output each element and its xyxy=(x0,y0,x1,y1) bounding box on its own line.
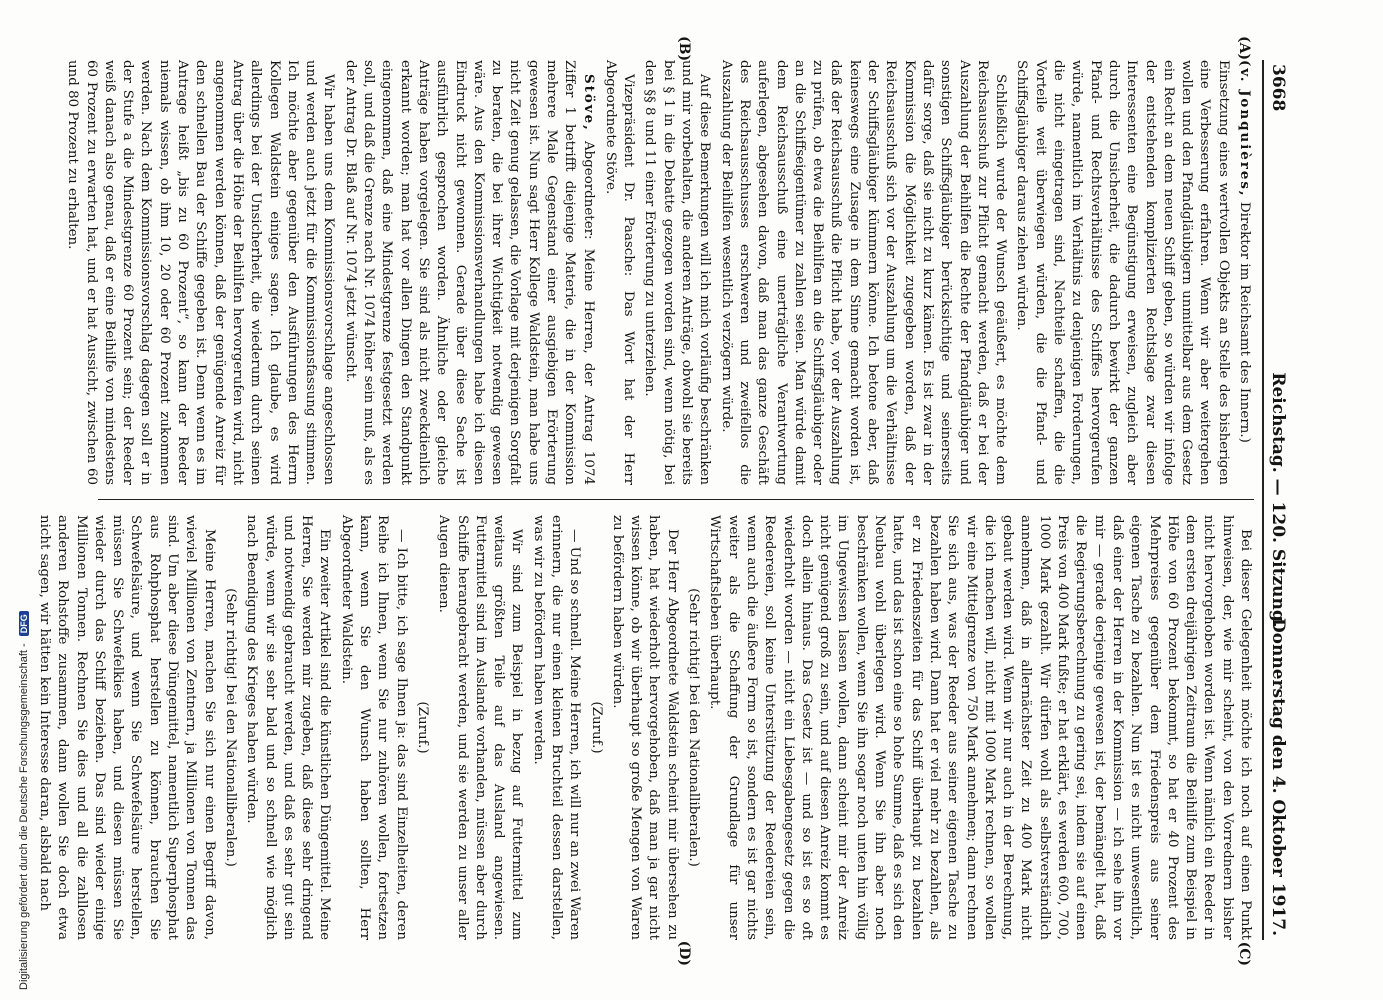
funding-notice xyxy=(18,560,30,990)
interjection: (Sehr richtig! bei den Nationalliberalen.) xyxy=(222,588,238,867)
session-date: Donnerstag den 4. Oktober 1917. xyxy=(1267,617,1288,936)
margin-marker-c: (C) xyxy=(1235,941,1252,966)
paragraph: — Und so schnell. Meine Herren, ich will nur an zwei Waren erinnern, die nur einen kleinen Bruchteil dessen darstellen, was wir zu befördern haben werden. xyxy=(530,515,582,940)
funding-notice-text: Digitalisierung gefördert durch die Deutsche Forschungsgemeinschaft - xyxy=(18,643,30,990)
speech-text: Abgeordneter: Meine Herren, der Antrag 1074 Ziffer 1 betrifft diejenige Materie, die in der Kommission mehrere Male Gegenstand einer ausgiebigen Erörterung gewesen ist. Nun sagt Herr Kollege Waldstein, man habe uns nicht Zeit genug gelassen, die Vorlage mit derjenigen Sorgfalt zu beraten, die bei ihrer Wichtigkeit notwendig gewesen wäre. Aus den Kommissionsverhandlungen habe ich diesen Eindruck nicht gewonnen. Gerade über diese Sache ist ausführlich gesprochen worden. Ähnliche oder gleiche Anträge haben vorgelegen. Sie sind als nicht zweckdienlich erkannt worden; man hat vor allen Dingen den Standpunkt eingenommen, daß eine Mindestgrenze festgesetzt werden soll, und daß die Grenze nach Nr. 1074 höher sein muß, als es der Antrag Dr. Blaß auf Nr. 1074 jetzt wünscht. xyxy=(342,60,596,485)
left-column xyxy=(64,60,1254,485)
paragraph: Einsetzung eines wertvollen Objekts an Stelle des bisherigen eine Verbesserung erfahren. Wenn wir aber weitergehen wollen und den Pfandgläubigern unmittelbar aus dem Gesetz ein Recht an dem neuen Schiff geben, so würden wir infolge der entstehenden komplizierten Rechtslage zwar diesen Interessenten eine Begünstigung erweisen, zugleich aber durch die Unsicherheit, die dadurch bewirkt der ganzen Pfand- und Rechtsverhältnisse des Schiffes hervorgerufen würde, namentlich im Verhältnis zu denjenigen Forderungen, die nicht eingetragen sind, Nachteile schaffen, die die Vorteile weit überwiegen würden, die die Pfand- und Schiffsgläubiger daraus ziehen würden. xyxy=(1013,60,1231,485)
paragraph: Bei dieser Gelegenheit möchte ich noch auf einen Punkt hinweisen, der, wie mir scheint, von den Vorrednern bisher nicht hervorgehoben worden ist. Wenn nämlich ein Reeder in dem ersten dreijährigen Zeitraum die Beihilfe zum Beispiel in Höhe von 60 Prozent bekommt, so hat er 40 Prozent des Mehrpreises gegenüber dem Friedenspreis aus seiner eigenen Tasche zu bezahlen. Nun ist es nicht unwesentlich, daß einer der Herren in der Kommission — ich sehe ihn vor mir — gerade derjenige gewesen ist, der bemängelt hat, daß die Regierungsberechnung zu gering sei, indem sie auf einen Preis von 400 Mark fußte; er hat erklärt, es werden 600, 700, 1000 Mark gezahlt. Wir dürfen wohl als selbstverständlich annehmen, daß in allernächster Zeit zu 400 Mark nicht gebaut werden wird. Wenn wir nur auch in der Berechnung, die ich machen will, nicht mit 1000 Mark rechnen, so wollen wir eine Mittelgrenze von 750 Mark annehmen; dann rechnen Sie sich aus, was der Reeder aus seiner eigenen Tasche zu bezahlen haben wird. Dann hat er viel mehr zu bezahlen, als er zu Friedenszeiten für das Schiff überhaupt zu bezahlen hatte, und das ist schon eine so hohe Summe, daß es sich den Neubau wohl überlegen wird. Wenn Sie ihn aber noch beschränken wollen, wenn Sie ihn sogar noch unten hin völlig im Ungewissen lassen wollen, dann scheint mir der Anreiz nicht genügend groß zu sein, und auf diesen Anreiz kommt es doch allein hinaus. Das Gesetz ist — und so ist es so oft wiederholt worden — nicht ein Liebesgabengesetz gegen die Reedereien, soll keine Unterstützung der Reedereien sein, wenn auch die äußere Form so ist, sondern es ist gar nichts weiter als die Schaffung der Grundlage für unser Wirtschaftsleben überhaupt. xyxy=(706,515,1253,940)
paragraph: Wir haben uns dem Kommissionsvorschlage angeschlossen und werden auch jetzt für die Kommissionsfassung stimmen. Ich möchte aber gegenüber den Ausführungen des Herrn Kollegen Waldstein einiges sagen. Ich glaube, es wird allerdings bei der Unsicherheit, die wiederum durch seinen Antrag über die Höhe der Beihilfen hervorgerufen wird, nicht angenommen werden können, daß der genügende Anreiz für den schnellen Bau der Schiffe gegeben ist. Denn wenn es im Antrage heißt „bis zu 60 Prozent“, so kann der Reeder niemals wissen, ob ihm 10, 20 oder 60 Prozent zukommen werden. Nach dem Kommissionsvorschlag dagegen soll er in der Stufe a die Mindestgrenze 60 Prozent sein; der Reeder weiß danach also genau, daß er eine Beihilfe von mindestens 60 Prozent zu erwarten hat, und er hat Aussicht, zwischen 60 und 80 Prozent zu erhalten. xyxy=(64,60,336,485)
interjection: (Sehr richtig! bei den Nationalliberalen.) xyxy=(685,588,701,867)
digitization-footer xyxy=(4,560,30,990)
speaker-name: (v. Jonquières, xyxy=(1236,60,1253,198)
page-number: 3668 xyxy=(1267,64,1288,112)
right-column xyxy=(36,515,1254,940)
paragraph: Wir sind zum Beispiel in bezug auf Futtermittel zum weitaus größten Teile auf das Ausland angewiesen. Futtermittel sind im Auslande vorhanden, müssen aber durch Schiffe herangebracht werden, und sie werden zu unser aller Augen dienen. xyxy=(435,515,524,940)
page-header xyxy=(1262,60,1292,940)
speaker-name: Stöve, xyxy=(580,74,597,132)
margin-marker-b: (B) xyxy=(675,36,692,62)
paragraph: Auf diese Bemerkungen will ich mich vorläufig beschränken und mir vorbehalten, die anderen Anträge, obwohl sie bereits bei § 1 in die Debatte gezogen worden sind, wenn nötig, bei den §§ 8 und 11 einer Erörterung zu unterziehen. xyxy=(642,60,712,485)
speaker-paragraph xyxy=(340,60,597,485)
paragraph: Schließlich wurde der Wunsch geäußert, es möchte dem Reichsausschuß zur Pflicht gemacht werden, daß er bei der Auszahlung der Beihilfen die Rechte der Pfandgläubiger und sonstigen Schiffsgläubiger berücksichtige und seinerseits dafür sorge, daß sie nicht zu kurz kämen. Es ist zwar in der Kommission die Möglichkeit zugegeben worden, daß der Reichsausschuß sich vor der Auszahlung um die Verhältnisse der Schiffsgläubiger kümmern könne. Ich betone aber, daß keineswegs eine Zusage in dem Sinne gemacht worden ist, daß der Reichsausschuß die Pflicht habe, vor der Auszahlung zu prüfen, ob etwa die Beihilfen an die Schiffsgläubiger oder an die Schiffseigentümer zu zahlen seien. Man würde damit dem Reichsausschuß eine unerträgliche Verantwortung auferlegen, abgesehen davon, daß man das ganze Geschäft des Reichsausschusses erschweren und zweifellos die Auszahlung der Beihilfen wesentlich verzögern würde. xyxy=(718,60,1008,485)
paragraph: Ein zweiter Artikel sind die künstlichen Düngemittel. Meine Herren, Sie werden mir zugeben, daß diese sehr dringend und notwendig gebraucht werden, und daß es sehr gut sein würde, wenn wir sie sehr bald und so schnell wie möglich nach Beendigung des Krieges haben würden. xyxy=(243,515,332,940)
interjection: (Zuruf.) xyxy=(414,701,430,754)
paragraph: — Ich bitte, ich sage Ihnen ja: das sind Einzelheiten, deren Reihe ich Ihnen, wenn Sie nur zuhören wollen, fortsetzen kann, wenn Sie den Wunsch haben sollten, Herr Abgeordneter Waldstein. xyxy=(338,515,409,940)
rotated-document-page xyxy=(36,36,1292,966)
page-title: Reichstag. — 120. Sitzung. xyxy=(1267,372,1288,628)
paragraph: Meine Herren, machen Sie sich nur einen Begriff davon, wieviel Millionen von Zentnern, ja Millionen von Tonnen das sind. Um aber diese Düngemittel, namentlich Superphosphat aus Rohphosphat herstellen zu können, brauchen Sie Schwefelsäure, und wenn Sie Schwefelsäure herstellen, müssen Sie Schwefelkies haben, und diesen müssen Sie wieder durch das Schiff beziehen. Das sind wieder einige Millionen Tonnen. Rechnen Sie dies und all die zahllosen anderen Rohstoffe zusammen, dann wollen Sie doch etwa nicht sagen, wir hätten kein Interesse daran, alsbald nach xyxy=(36,515,217,940)
dfg-logo: DFG xyxy=(19,611,29,636)
speaker-paragraph xyxy=(1234,60,1253,485)
interjection: (Zuruf.) xyxy=(588,701,604,754)
margin-marker-a: (A) xyxy=(1235,36,1252,61)
vice-president-remark: Vizepräsident Dr. Paasche: Das Wort hat der Herr Abgeordnete Stöve. xyxy=(602,60,636,485)
speaker-role: Direktor im Reichsamt des Innern.) xyxy=(1236,197,1252,443)
paragraph: Der Herr Abgeordnete Waldstein scheint mir übersehen zu haben, hat wiederholt hervorgehoben, daß man ja gar nicht wissen könne, ob wir überhaupt so große Mengen von Waren zu befördern haben würden. xyxy=(609,515,680,940)
margin-marker-d: (D) xyxy=(675,940,692,966)
column-divider xyxy=(98,499,1254,500)
